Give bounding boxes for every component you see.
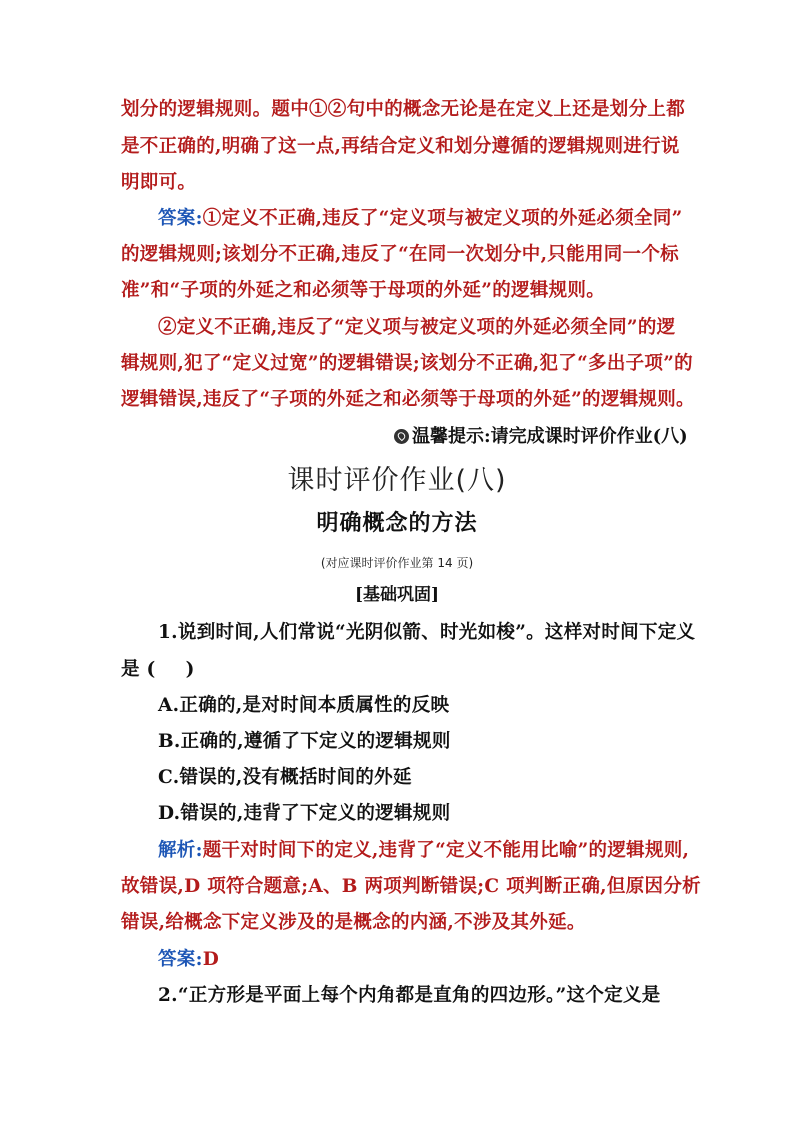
- explanation-line: 划分的逻辑规则。题中①②句中的概念无论是在定义上还是划分上都: [121, 99, 686, 120]
- analysis-label: 解析:: [158, 840, 203, 861]
- answer-line: 的逻辑规则;该划分不正确,违反了“在同一次划分中,只能用同一个标: [121, 244, 679, 265]
- answer-line: 逻辑错误,违反了“子项的外延之和必须等于母项的外延”的逻辑规则。: [121, 389, 695, 410]
- answer-line: ②定义不正确,违反了“定义项与被定义项的外延必须全同”的逻: [158, 317, 676, 338]
- option-b: B.正确的,遵循了下定义的逻辑规则: [158, 731, 451, 752]
- homework-title: 课时评价作业(八): [287, 465, 507, 496]
- explanation-line: 是不正确的,明确了这一点,再结合定义和划分遵循的逻辑规则进行说: [121, 136, 680, 157]
- leaf-icon: [394, 429, 409, 444]
- answer-line: [158, 948, 718, 972]
- answer-label: 答案:: [158, 208, 203, 229]
- answer-bracket-close: ): [185, 659, 195, 680]
- analysis-line: 错误,给概念下定义涉及的是概念的内涵,不涉及其外延。: [121, 912, 586, 933]
- answer-label: 答案:: [158, 949, 203, 970]
- option-d: D.错误的,违背了下定义的逻辑规则: [158, 803, 451, 824]
- answer-line: [158, 207, 718, 231]
- lesson-title: 明确概念的方法: [316, 511, 478, 536]
- page-reference-note: (对应课时评价作业第 14 页): [320, 556, 474, 570]
- option-a: A.正确的,是对时间本质属性的反映: [158, 695, 450, 716]
- answer-line: 准”和“子项的外延之和必须等于母项的外延”的逻辑规则。: [121, 280, 606, 301]
- question-stem: 1.说到时间,人们常说“光阴似箭、时光如梭”。这样对时间下定义: [158, 622, 696, 643]
- answer-text: ①定义不正确,违反了“定义项与被定义项的外延必须全同”: [202, 208, 683, 229]
- section-label: [基础巩固]: [354, 585, 440, 605]
- question-stem: [121, 658, 681, 682]
- reminder-text: 温馨提示:请完成课时评价作业(八): [412, 426, 688, 447]
- answer-value: D: [202, 949, 220, 970]
- answer-bracket-open: 是 (: [121, 659, 156, 680]
- reminder-tip: [394, 425, 688, 449]
- analysis-line: [158, 839, 718, 863]
- answer-line: 辑规则,犯了“定义过宽”的逻辑错误;该划分不正确,犯了“多出子项”的: [121, 353, 693, 374]
- explanation-line: 明即可。: [121, 172, 197, 193]
- analysis-line: 故错误,D 项符合题意;A、B 两项判断错误;C 项判断正确,但原因分析: [121, 876, 701, 897]
- option-c: C.错误的,没有概括时间的外延: [158, 767, 412, 788]
- question-stem: 2.“正方形是平面上每个内角都是直角的四边形。”这个定义是: [158, 985, 661, 1006]
- analysis-text: 题干对时间下的定义,违背了“定义不能用比喻”的逻辑规则,: [202, 840, 690, 861]
